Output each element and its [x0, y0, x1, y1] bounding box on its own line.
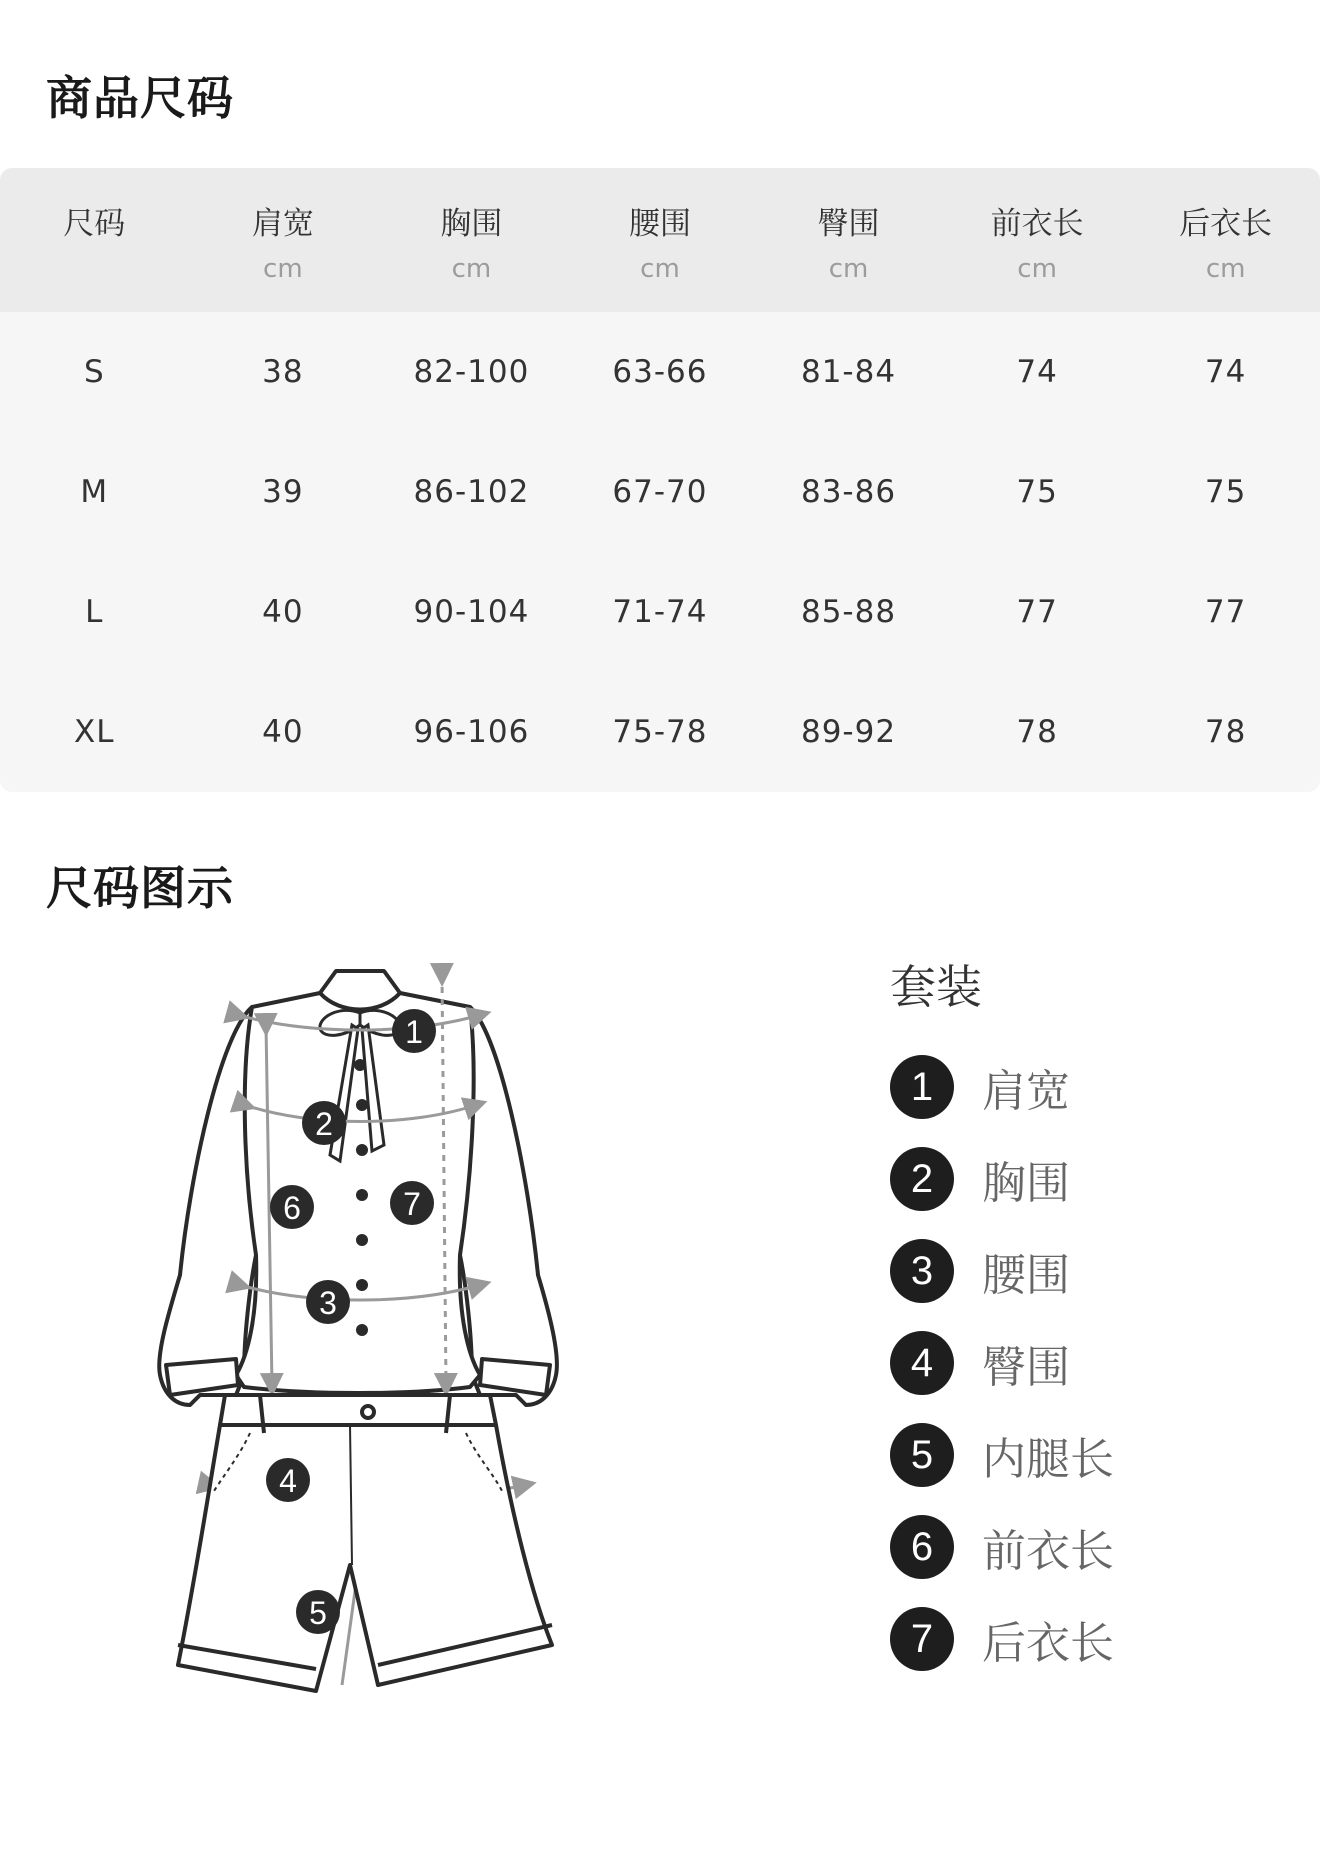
shorts-shape — [178, 1395, 552, 1691]
legend-label: 臀围 — [982, 1342, 1070, 1393]
diagram-marker-label: 6 — [283, 1190, 301, 1226]
legend-item — [890, 1133, 1114, 1225]
diagram-marker-5 — [296, 1590, 340, 1634]
diagram-marker-label: 1 — [405, 1014, 423, 1050]
table-cell: 86-102 — [413, 474, 530, 510]
table-body — [0, 312, 1320, 792]
header-label: 尺码 — [63, 206, 126, 242]
table-cell: 78 — [1204, 714, 1247, 750]
table-cell: 75 — [1204, 474, 1247, 510]
size-section-title: 商品尺码 — [46, 71, 234, 125]
legend-label: 内腿长 — [982, 1434, 1114, 1485]
header-label: 胸围 — [440, 206, 503, 242]
diagram-marker-label: 2 — [315, 1106, 333, 1142]
table-cell: 90-104 — [413, 594, 530, 630]
table-cell: XL — [74, 714, 115, 750]
legend-label: 腰围 — [982, 1250, 1070, 1301]
diagram-marker-2 — [302, 1101, 346, 1145]
legend-label: 前衣长 — [982, 1526, 1114, 1577]
header-label: 臀围 — [817, 206, 880, 242]
table-cell: 67-70 — [612, 474, 708, 510]
table-cell: 85-88 — [800, 594, 897, 630]
number-badge: 4 — [890, 1331, 954, 1395]
table-cell: 75 — [1016, 474, 1058, 510]
diagram-section-title: 尺码图示 — [46, 861, 234, 915]
header-unit: cm — [451, 254, 492, 284]
header-cell-front-length — [943, 168, 1132, 312]
table-cell: 75-78 — [612, 714, 708, 750]
diagram-marker-3 — [306, 1280, 350, 1324]
legend-item — [890, 1501, 1114, 1593]
header-label: 腰围 — [628, 206, 691, 242]
table-header — [0, 168, 1320, 312]
diagram-marker-label: 3 — [319, 1285, 337, 1321]
legend-item — [890, 1225, 1114, 1317]
table-row — [0, 432, 1320, 552]
header-cell-hip — [754, 168, 943, 312]
legend-item — [890, 1409, 1114, 1501]
diagram-marker-4 — [266, 1458, 310, 1502]
header-unit: cm — [1017, 254, 1057, 284]
header-cell-shoulder — [189, 168, 378, 312]
table-cell: 96-106 — [413, 714, 530, 750]
table-row — [0, 312, 1320, 432]
diagram-marker-label: 7 — [403, 1186, 421, 1222]
table-cell: 38 — [262, 354, 304, 390]
number-badge: 1 — [890, 1055, 954, 1119]
table-cell: 89-92 — [800, 714, 897, 750]
table-cell: L — [85, 594, 104, 630]
header-label: 后衣长 — [1179, 206, 1273, 242]
table-cell: 71-74 — [612, 594, 708, 630]
number-badge: 7 — [890, 1607, 954, 1671]
table-cell: 77 — [1204, 594, 1247, 630]
diagram-marker-7 — [390, 1181, 434, 1225]
legend-label: 肩宽 — [982, 1066, 1070, 1117]
table-cell: 77 — [1016, 594, 1058, 630]
outfit-drawing — [140, 955, 580, 1695]
header-cell-waist — [566, 168, 755, 312]
legend-item — [890, 1041, 1114, 1133]
number-badge: 2 — [890, 1147, 954, 1211]
table-cell: S — [83, 354, 105, 390]
table-cell: 74 — [1204, 354, 1247, 390]
legend-item — [890, 1593, 1114, 1685]
legend-item — [890, 1317, 1114, 1409]
diagram-marker-label: 5 — [309, 1595, 327, 1631]
table-cell: 81-84 — [800, 354, 897, 390]
header-unit: cm — [640, 254, 680, 284]
header-unit: cm — [828, 254, 869, 284]
diagram-marker-label: 4 — [279, 1463, 297, 1499]
table-cell: 63-66 — [612, 354, 708, 390]
header-cell-size — [0, 168, 189, 312]
legend-label: 胸围 — [982, 1158, 1070, 1209]
header-label: 前衣长 — [990, 206, 1084, 242]
legend-label: 后衣长 — [982, 1618, 1114, 1669]
measurement-legend — [890, 955, 1114, 1685]
header-unit: cm — [1205, 254, 1246, 284]
table-row — [0, 552, 1320, 672]
number-badge: 6 — [890, 1515, 954, 1579]
table-cell: 74 — [1016, 354, 1058, 390]
header-unit: cm — [263, 254, 303, 284]
number-badge: 5 — [890, 1423, 954, 1487]
size-table — [0, 168, 1320, 792]
diagram-marker-1 — [392, 1009, 436, 1053]
table-cell: M — [80, 474, 109, 510]
table-cell: 40 — [262, 714, 304, 750]
garment-illustration — [140, 955, 580, 1699]
table-cell: 78 — [1016, 714, 1058, 750]
diagram-marker-6 — [270, 1185, 314, 1229]
header-label: 肩宽 — [251, 206, 314, 242]
table-cell: 39 — [262, 474, 304, 510]
header-cell-back-length — [1131, 168, 1320, 312]
table-row — [0, 672, 1320, 792]
legend-title: 套装 — [890, 960, 982, 1014]
table-cell: 82-100 — [413, 354, 530, 390]
table-cell: 83-86 — [800, 474, 897, 510]
table-cell: 40 — [262, 594, 304, 630]
header-cell-chest — [377, 168, 566, 312]
number-badge: 3 — [890, 1239, 954, 1303]
